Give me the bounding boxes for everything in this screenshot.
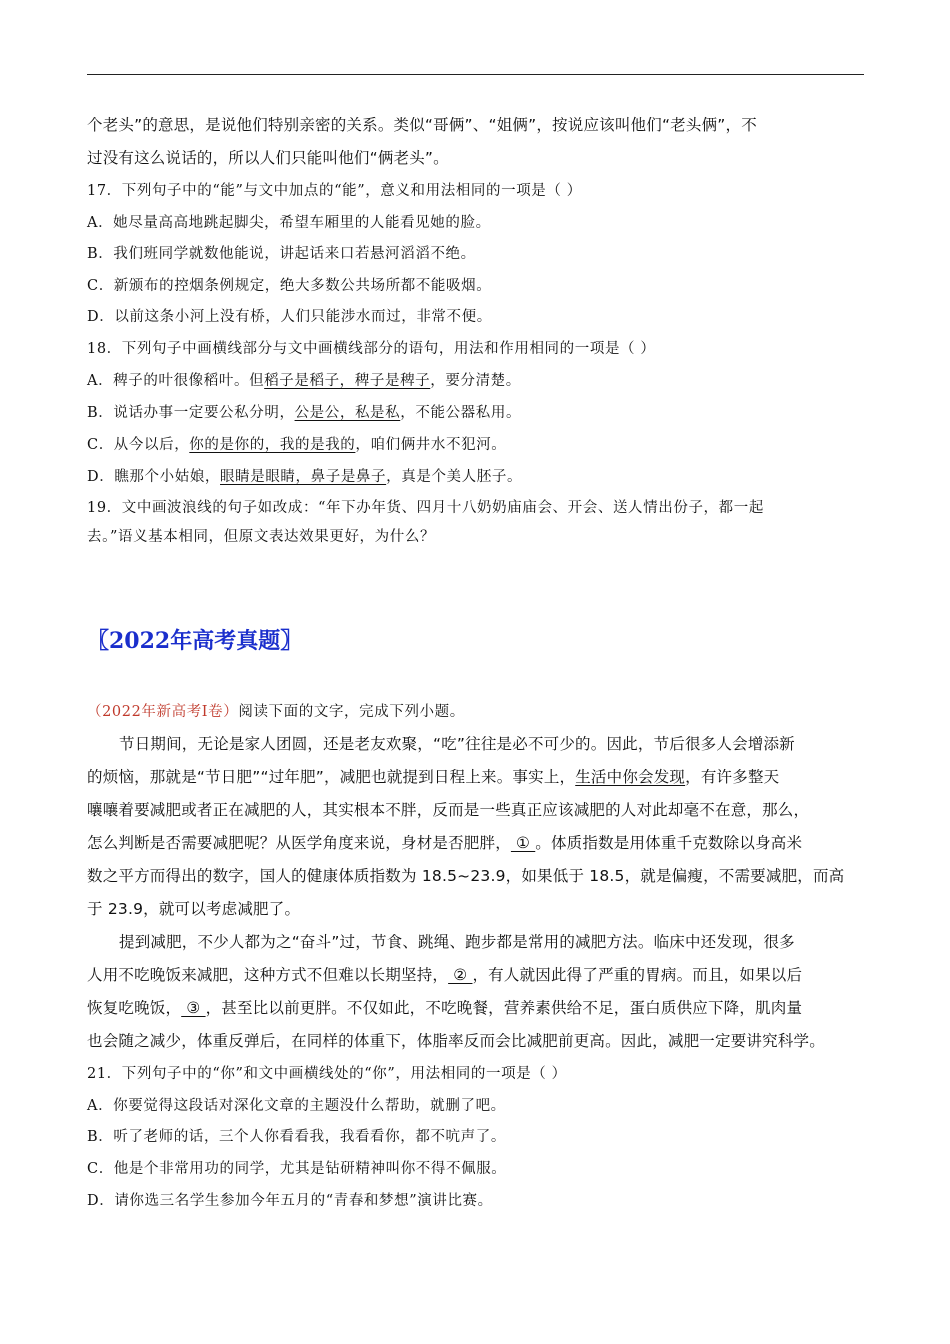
passage-intro: （2022年新高考Ⅰ卷）阅读下面的文字，完成下列小题。 — [87, 704, 465, 720]
paragraph-line: 过没有这么说话的，所以人们只能叫他们“俩老头”。 — [87, 149, 449, 167]
question-18-option-b: B．说话办事一定要公私分明，公是公，私是私，不能公器私用。 — [87, 405, 522, 421]
passage-line: 怎么判断是否需要减肥呢？从医学角度来说，身材是否肥胖， ① 。体质指数是用体重千克数除以身高米 — [87, 834, 803, 852]
question-17-option-c: C．新颁布的控烟条例规定，绝大多数公共场所都不能吸烟。 — [87, 278, 492, 294]
question-18-option-d: D．瞧那个小姑娘，眼睛是眼睛，鼻子是鼻子，真是个美人胚子。 — [87, 469, 523, 485]
passage-line: 嚷嚷着要减肥或者正在减肥的人，其实根本不胖，反而是一些真正应该减肥的人对此却毫不在意，那么， — [87, 801, 810, 819]
question-17-option-b: B．我们班同学就数他能说，讲起话来口若悬河滔滔不绝。 — [87, 246, 476, 262]
paragraph-line: 个老头”的意思，是说他们特别亲密的关系。类似“哥俩”、“姐俩”，按说应该叫他们“老头俩”，不 — [87, 116, 757, 134]
underlined-phrase: 稻子是稻子，稗子是稗子 — [264, 373, 431, 389]
question-18-option-a: A．稗子的叶很像稻叶。但稻子是稻子，稗子是稗子，要分清楚。 — [87, 373, 521, 389]
question-21-option-d: D．请你选三名学生参加今年五月的“青春和梦想”演讲比赛。 — [87, 1193, 493, 1209]
passage-line: 数之平方而得出的数字，国人的健康体质指数为 18.5~23.9，如果低于 18.5，就是偏瘦，不需要减肥，而高 — [87, 867, 845, 885]
question-18-stem: 18．下列句子中画横线部分与文中画横线部分的语句，用法和作用相同的一项是（ ） — [87, 341, 656, 357]
question-21-option-b: B．听了老师的话，三个人你看看我，我看看你，都不吭声了。 — [87, 1129, 506, 1145]
underlined-phrase: 眼睛是眼睛，鼻子是鼻子 — [220, 469, 387, 485]
question-21-option-c: C．他是个非常用功的同学，尤其是钻研精神叫你不得不佩服。 — [87, 1161, 507, 1177]
passage-line: 于 23.9，就可以考虑减肥了。 — [87, 900, 301, 918]
underlined-phrase: 生活中你会发现 — [575, 768, 686, 786]
passage-line: 恢复吃晚饭， ③ ，甚至比以前更胖。不仅如此，不吃晚餐，营养素供给不足，蛋白质供应下降，肌肉量 — [87, 999, 803, 1017]
passage-line: 的烦恼，那就是“节日肥”“过年肥”，减肥也就提到日程上来。事实上，生活中你会发现，有许多整天 — [87, 768, 780, 786]
passage-line: 节日期间，无论是家人团圆，还是老友欢聚，“吃”往往是必不可少的。因此，节后很多人会增添新 — [119, 735, 795, 753]
passage-line: 提到减肥，不少人都为之“奋斗”过，节食、跳绳、跑步都是常用的减肥方法。临床中还发现，很多 — [119, 933, 795, 951]
underlined-phrase: 你的是你的，我的是我的 — [189, 437, 356, 453]
blank-2: ② — [448, 966, 473, 984]
blank-3: ③ — [181, 999, 206, 1017]
passage-line: 人用不吃晚饭来减肥，这种方式不但难以长期坚持， ② ，有人就因此得了严重的胃病。而且，如果以后 — [87, 966, 803, 984]
question-17-option-d: D．以前这条小河上没有桥，人们只能涉水而过，非常不便。 — [87, 309, 492, 325]
question-17-option-a: A．她尽量高高地跳起脚尖，希望车厢里的人能看见她的脸。 — [87, 215, 491, 231]
passage-line: 也会随之减少，体重反弹后，在同样的体重下，体脂率反而会比减肥前更高。因此，减肥一定要讲究科学。 — [87, 1032, 825, 1050]
question-19-line: 19．文中画波浪线的句子如改成：“年下办年货、四月十八奶奶庙庙会、开会、送人情出份子，都一起 — [87, 500, 764, 516]
passage-source: （2022年新高考Ⅰ卷） — [87, 704, 239, 720]
question-21-stem: 21．下列句子中的“你”和文中画横线处的“你”，用法相同的一项是（ ） — [87, 1066, 567, 1082]
question-18-option-c: C．从今以后，你的是你的，我的是我的，咱们俩井水不犯河。 — [87, 437, 507, 453]
underlined-phrase: 公是公，私是私 — [294, 405, 401, 421]
blank-1: ① — [510, 834, 536, 852]
section-heading: 〖2022年高考真题〗 — [87, 628, 303, 654]
question-19-line: 去。”语义基本相同，但原文表达效果更好，为什么？ — [87, 529, 436, 545]
question-17-stem: 17．下列句子中的“能”与文中加点的“能”，意义和用法相同的一项是（ ） — [87, 183, 582, 199]
header-rule — [87, 74, 864, 75]
question-21-option-a: A．你要觉得这段话对深化文章的主题没什么帮助，就删了吧。 — [87, 1098, 506, 1114]
